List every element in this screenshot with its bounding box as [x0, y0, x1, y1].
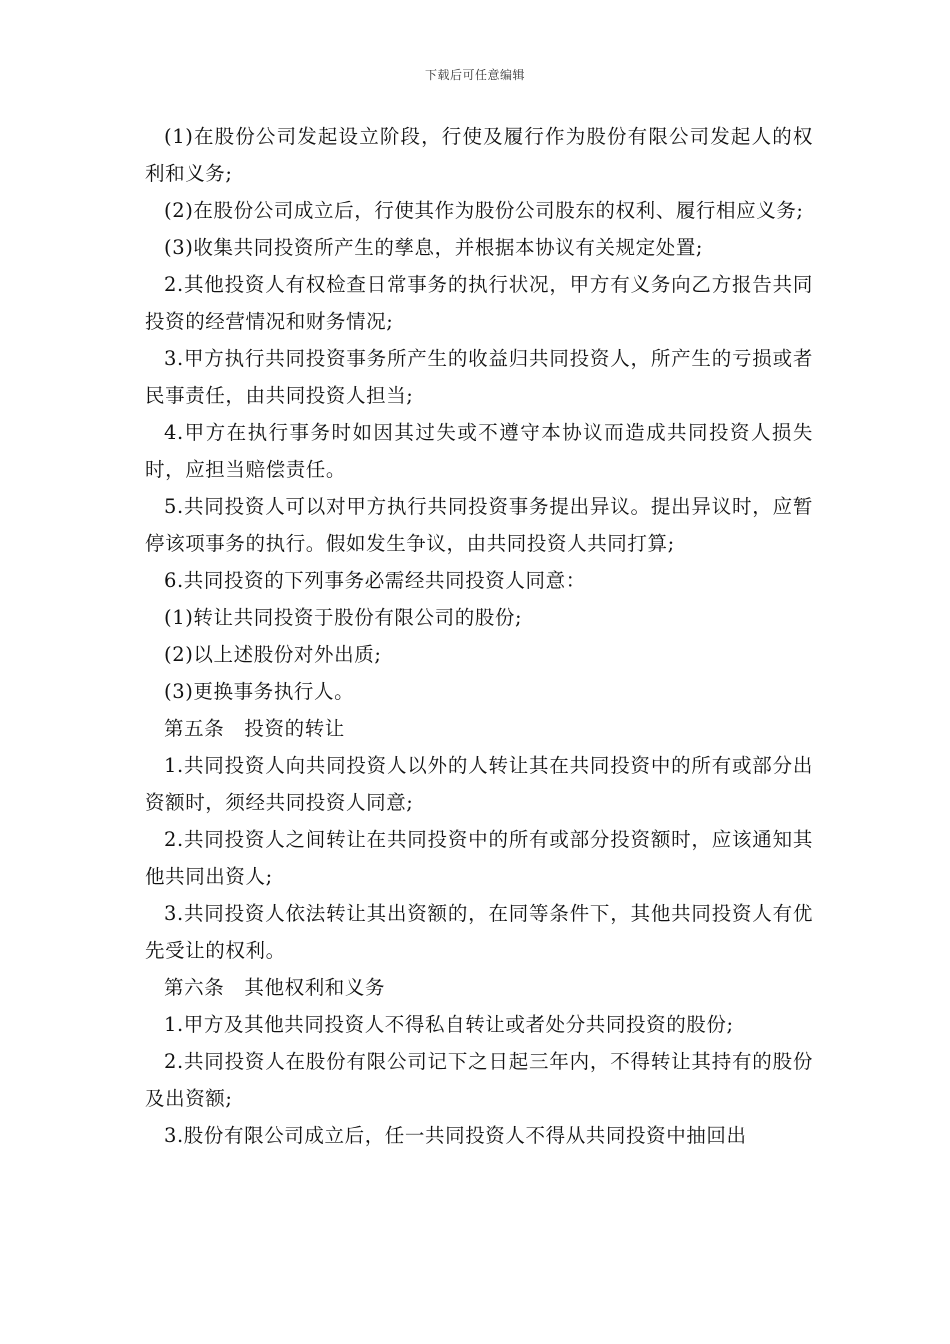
- paragraph-transfer-3: 3.共同投资人依法转让其出资额的，在同等条件下，其他共同投资人有优先受让的权利。: [145, 902, 813, 962]
- paragraph-item-4: 4.甲方在执行事务时如因其过失或不遵守本协议而造成共同投资人损失时，应担当赔偿责任。: [145, 421, 813, 481]
- paragraph-clause-3: (3)收集共同投资所产生的孳息，并根据本协议有关规定处置;: [164, 236, 704, 259]
- paragraph-item-2: 2.其他投资人有权检查日常事务的执行状况，甲方有义务向乙方报告共同投资的经营情况和财务情况;: [145, 273, 813, 333]
- document-body: [145, 118, 813, 1154]
- paragraph-clause-1: (1)在股份公司发起设立阶段，行使及履行作为股份有限公司发起人的权利和义务;: [145, 125, 813, 185]
- section-heading-article-5: 第五条 投资的转让: [164, 717, 345, 740]
- paragraph-transfer-2: 2.共同投资人之间转让在共同投资中的所有或部分投资额时，应该通知其他共同出资人;: [145, 828, 813, 888]
- page-header: 下载后可任意编辑: [424, 68, 525, 82]
- paragraph-clause-2: (2)在股份公司成立后，行使其作为股份公司股东的权利、履行相应义务;: [164, 199, 804, 222]
- paragraph-subitem-3: (3)更换事务执行人。: [164, 680, 355, 703]
- paragraph-item-5: 5.共同投资人可以对甲方执行共同投资事务提出异议。提出异议时，应暂停该项事务的执行。假如发生争议，由共同投资人共同打算;: [145, 495, 813, 555]
- paragraph-item-6: 6.共同投资的下列事务必需经共同投资人同意：: [164, 569, 586, 592]
- paragraph-subitem-1: (1)转让共同投资于股份有限公司的股份;: [164, 606, 523, 629]
- paragraph-transfer-1: 1.共同投资人向共同投资人以外的人转让其在共同投资中的所有或部分出资额时，须经共同投资人同意;: [145, 754, 813, 814]
- paragraph-item-3: 3.甲方执行共同投资事务所产生的收益归共同投资人，所产生的亏损或者民事责任，由共同投资人担当;: [145, 347, 813, 407]
- section-heading-article-6: 第六条 其他权利和义务: [164, 976, 386, 999]
- paragraph-rights-2: 2.共同投资人在股份有限公司记下之日起三年内，不得转让其持有的股份及出资额;: [145, 1050, 813, 1110]
- paragraph-rights-3: 3.股份有限公司成立后，任一共同投资人不得从共同投资中抽回出: [164, 1124, 747, 1147]
- paragraph-subitem-2: (2)以上述股份对外出质;: [164, 643, 382, 666]
- paragraph-rights-1: 1.甲方及其他共同投资人不得私自转让或者处分共同投资的股份;: [164, 1013, 734, 1036]
